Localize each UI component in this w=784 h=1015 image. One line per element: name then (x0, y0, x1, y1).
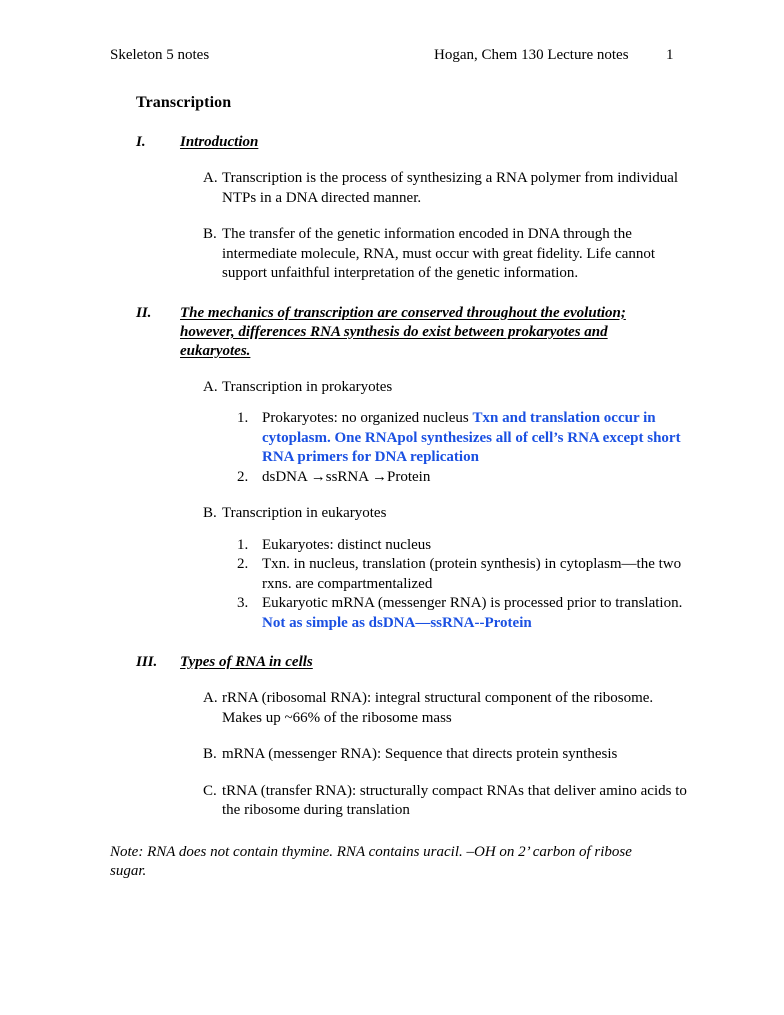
list-item (203, 689, 690, 728)
list-marker: 2. (237, 468, 249, 485)
section-title-line-3: eukaryotes. (180, 342, 251, 359)
list-item (237, 536, 694, 556)
sub-list (237, 536, 784, 634)
section-title-ii (180, 304, 656, 361)
section-heading-i (0, 133, 784, 152)
list-item-text: Prokaryotes: no organized nucleus (262, 410, 473, 426)
list-item-text: The transfer of the genetic information encoded in DNA through the intermediate molecule, RNA, must occur with great fidelity. Life cannot support unfaithful interpretation of the genetic information. (222, 226, 656, 281)
highlighted-text: Not as simple as dsDNA—ssRNA--Protein (262, 614, 532, 631)
section-title-line-1: The mechanics of transcription are conserved throughout the evolution; (180, 304, 626, 321)
header-center-text: Hogan, Chem 130 Lecture notes (434, 47, 629, 63)
list-item-text: Txn. in nucleus, translation (protein synthesis) in cytoplasm—the two rxns. are compartmentalized (262, 556, 682, 592)
section-heading-iii (0, 653, 784, 672)
list-item-text: Eukaryotic mRNA (messenger RNA) is processed prior to translation. (262, 595, 683, 611)
list-item (237, 555, 694, 594)
list-marker: A. (203, 690, 218, 706)
section-heading-ii (0, 304, 784, 361)
list-marker: 1. (237, 410, 249, 426)
document-body (0, 92, 784, 882)
list-item-text: Transcription in prokaryotes (222, 378, 393, 395)
list-marker: B. (203, 226, 217, 242)
list-marker: B. (203, 746, 217, 762)
list-item (203, 378, 690, 398)
list-item (203, 782, 690, 821)
list-marker: A. (203, 170, 218, 186)
list-item-text: mRNA (messenger RNA): Sequence that directs protein synthesis (222, 746, 618, 762)
section-title-i: Introduction (180, 134, 259, 150)
section-title-iii: Types of RNA in cells (180, 654, 313, 670)
list-item (237, 594, 694, 633)
list-item-text: rRNA (ribosomal RNA): integral structural component of the ribosome. Makes up ~66% of the ribosome mass (222, 690, 654, 726)
list-item (237, 409, 694, 468)
list-marker: B. (203, 505, 217, 521)
list-item-text: Transcription in eukaryotes (222, 505, 387, 521)
sub-list (237, 409, 784, 487)
list-marker: 2. (237, 556, 249, 572)
list-item (203, 169, 690, 208)
page-title: Transcription (136, 94, 232, 111)
running-header (110, 46, 690, 64)
highlighted-text: Txn and translation occur in cytoplasm. One RNApol synthesizes all of cell’s RNA except short RNA primers for DNA replication (262, 410, 681, 465)
list-item-text: Eukaryotes: distinct nucleus (262, 536, 432, 553)
list-marker: 3. (237, 595, 249, 611)
section-numeral-i: I. (136, 134, 146, 150)
closing-note: Note: RNA does not contain thymine. RNA contains uracil. –OH on 2’ carbon of ribose sugar. (110, 843, 632, 879)
list-marker: A. (203, 378, 218, 395)
page-number: 1 (666, 47, 674, 63)
list-item (203, 225, 690, 284)
list-item (203, 745, 690, 765)
section-numeral-iii: III. (136, 654, 158, 670)
list-item (237, 468, 694, 488)
list-item-text: dsDNA →ssRNA →Protein (262, 468, 431, 485)
list-marker: C. (203, 782, 217, 799)
list-item-text: tRNA (transfer RNA): structurally compact RNAs that deliver amino acids to the ribosome during translation (222, 782, 687, 818)
list-item-text: Transcription is the process of synthesizing a RNA polymer from individual NTPs in a DNA directed manner. (222, 170, 679, 206)
section-title-line-2: however, differences RNA synthesis do exist between prokaryotes and (180, 323, 608, 340)
section-numeral-ii: II. (136, 304, 152, 321)
list-marker: 1. (237, 536, 249, 553)
header-left-text: Skeleton 5 notes (110, 47, 210, 63)
list-item (203, 504, 690, 524)
